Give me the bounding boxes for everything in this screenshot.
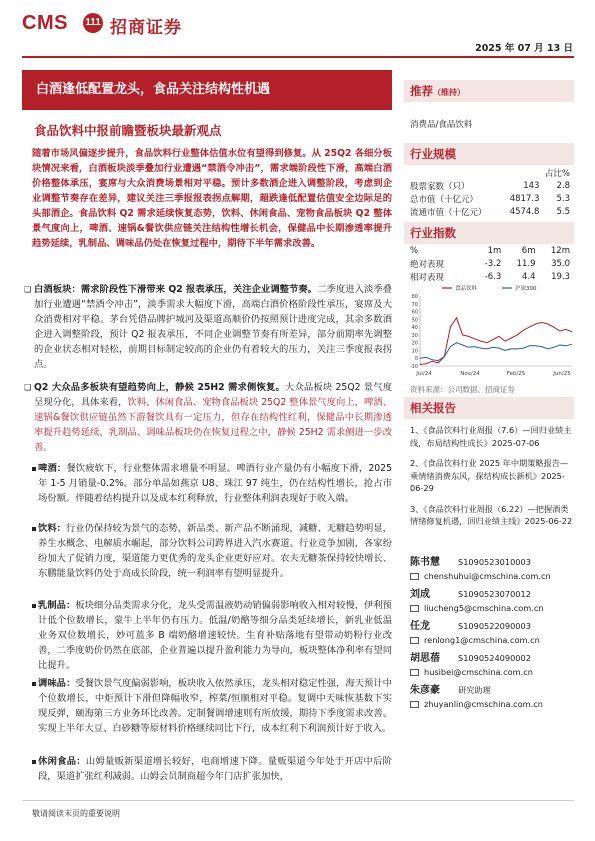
report-date: 2025 年 07 月 13 日 — [475, 43, 573, 54]
table-cell: 4817.3 — [509, 193, 540, 204]
logo-chinese: 招商证券 — [110, 18, 182, 38]
scale-unit: 占比% — [544, 168, 570, 179]
table-cell: 2.8 — [556, 180, 570, 191]
y-tick-label: 30 — [411, 332, 418, 339]
author-email[interactable]: husibei@cmschina.com.cn — [424, 667, 533, 677]
author-block — [410, 683, 575, 711]
sub-snack-body: 山姆量贩新渠道增长较好，电商增速下降。量贩渠道今年处于开店中后阶段，渠道扩张红利减弱。山姆会员制商超今年门店扩张加快， — [38, 756, 392, 782]
author-email[interactable]: chenshuhui@cmschina.com.cn — [424, 571, 551, 581]
sub-dairy-head: 乳制品： — [38, 600, 76, 611]
author-id: S1090523070012 — [458, 589, 531, 599]
author-name: 胡思蓓 — [410, 653, 440, 664]
table-row — [410, 192, 570, 205]
section-baijiu — [24, 282, 392, 372]
table-cell: 绝对表现 — [410, 259, 445, 270]
table-cell: 4.4 — [521, 271, 536, 282]
table-cell: 相对表现 — [410, 272, 445, 283]
y-tick-label: 40 — [411, 325, 418, 332]
logo-mark-icon: 111 — [83, 13, 103, 33]
mail-icon — [410, 637, 419, 644]
table-cell: 5.5 — [556, 206, 570, 217]
sub-condiment-body: 受餐饮景气度偏弱影响，板块收入依然承压，龙头相对稳定性强，海天预计中个位数增长，中炬预计下滑但降幅收窄，榨菜/恒顺相对平稳。复调中天味恢基数下实现反弹，颐海第三方业务环比改善。定制餐调增速则有所放缓，期待下季度需求改善。实现上半年大豆、白砂糖等原材料价格继续同比下行，成本红利下利润预计好于收入。 — [38, 678, 392, 734]
sub-bullet-icon — [32, 760, 36, 764]
table-cell: 5.3 — [556, 193, 570, 204]
legend-label: 食品饮料 — [455, 286, 478, 292]
table-row — [410, 179, 570, 192]
sub-beverage-body: 行业仍保持较为景气的态势，新品类、新产品不断涌现，减糖、无糖趋势明显，养生水概念、电解质水崛起，部分饮料公司跨界进入汽水赛道。行业竞争加剧，各家纷纷加大了促销力度，渠道能力更优秀的龙头企业更好应对。农夫无糖茶保持较快增长、东鹏能量饮料仍处于高成长阶段，统一利润率有望明显提升。 — [38, 523, 392, 579]
sub-condiment — [38, 676, 392, 736]
y-tick-label: 0 — [414, 356, 418, 363]
index-head: 行业指数 — [404, 222, 574, 244]
author-id: 研究助理 — [458, 685, 491, 695]
sub-beer-head: 啤酒： — [38, 463, 67, 474]
index-chart — [402, 282, 577, 382]
authors — [410, 555, 575, 711]
y-tick-label: 60 — [411, 309, 418, 316]
footer-note: 敬请阅读末页的重要说明 — [32, 809, 120, 818]
table-header: 12m — [550, 245, 570, 256]
table-cell: 股票家数（只） — [410, 181, 470, 192]
legend-label: 沪深300 — [515, 286, 537, 292]
footer-rule — [22, 800, 574, 801]
table-row — [410, 205, 570, 218]
author-name: 任龙 — [410, 621, 430, 632]
table-cell: -6.3 — [484, 271, 502, 282]
author-email[interactable]: renlong1@cmschina.com.cn — [424, 635, 540, 645]
mail-icon — [410, 701, 419, 708]
table-header: 1m — [487, 245, 502, 256]
author-block — [410, 619, 575, 647]
rating-box — [404, 80, 574, 102]
chart-source: 资料来源：公司数据、招商证券 — [410, 385, 515, 394]
author-block — [410, 651, 575, 679]
sub-bullet-icon — [32, 527, 36, 531]
section-q2-head: Q2 大众品多板块有望趋势向上，静候 25H2 需求侧恢复。 — [34, 382, 285, 393]
table-cell: 4574.8 — [509, 206, 540, 217]
table-header: % — [410, 245, 419, 256]
author-block — [410, 555, 575, 583]
related-report-item[interactable]: 1、《食品饮料行业周报（7.6）—回归业绩主线，布局结构性成长》2025-07-06 — [410, 425, 572, 448]
author-block — [410, 587, 575, 615]
y-tick-label: 10 — [411, 348, 418, 355]
sub-beverage — [38, 521, 392, 581]
mail-icon — [410, 605, 419, 612]
y-tick-label: 80 — [411, 294, 418, 300]
report-subtitle: 食品饮料中报前瞻暨板块最新观点 — [34, 123, 222, 138]
sub-bullet-icon — [32, 467, 36, 471]
x-tick-label: Feb/25 — [506, 371, 526, 377]
logo-cms: CMS — [22, 12, 68, 34]
related-reports — [410, 424, 575, 536]
author-id: S1090524090002 — [458, 653, 531, 663]
rating-label: 推荐 — [410, 84, 433, 98]
sub-dairy-body: 板块细分品类需求分化，龙头受需温液奶动销偏弱影响收入相对较慢，伊利预计低个位数增长，蒙牛上半年仍有压力。低温/奶酪等细分品类延续增长，新乳业低温业务双位数增长，妙可蓝多 B 端奶酪增速较快。生育补贴落地有望带动奶粉行业改善，二季度奶价仍然在底部，企业普遍以提升盈利能力为导向，板块整体净利率有望同比提升。 — [38, 600, 392, 671]
sub-bullet-icon — [32, 682, 36, 686]
section-baijiu-head: 白酒板块：需求阶段性下滑带来 Q2 报表承压，关注企业调整节奏。 — [34, 284, 318, 295]
rating-note: （维持） — [433, 88, 465, 97]
table-cell: 19.3 — [551, 271, 570, 282]
table-cell: 35.0 — [551, 258, 570, 269]
x-tick-label: Nov/24 — [460, 371, 480, 377]
scale-table — [410, 166, 570, 218]
author-email[interactable]: zhuyanlin@cmschina.com.cn — [424, 699, 543, 709]
table-cell: 总市值（十亿元） — [410, 194, 479, 205]
sub-bullet-icon — [32, 604, 36, 608]
related-report-item[interactable]: 2、《食品饮料行业 2025 年中期策略报告—乘情绪消费东风，探结构成长新机》2025-06-29 — [410, 458, 569, 493]
lead-paragraph: 随着市场风偏逐步提升，食品饮料行业整体估值水位有望得到修复。从 25Q2 各细分板块情况来看，白酒板块淡季叠加行业遭遇“禁酒令冲击”，需求端阶段性下滑，高端白酒价格整体承压，宴席与大众消费场景相对平稳。预计多数酒企进入调整阶段，考虑到企业调整节奏存在差异，建议关注三季报报表拐点解期，超跌逢低配置估值安全边际足的头部酒企。食品饮料 Q2 需求延续恢复态势，饮料、休闲食品、宠物食品板块 Q2 整体景气度向上，啤酒、速锅&餐饮供应链关注结构性增长机会，保健品中长期渗透率提升趋势延续，乳制品、调味品仍处在恢复过程中，期待下半年需求改善。 — [32, 148, 392, 249]
table-cell: -3.2 — [484, 258, 502, 269]
index-table — [410, 244, 570, 283]
sub-snack — [38, 754, 392, 784]
y-tick-label: 70 — [411, 301, 418, 308]
section-q2 — [24, 380, 392, 455]
x-tick-label: Jun/25 — [553, 371, 571, 377]
section-q2-pre: 大众品板块 25Q2 景气度呈现分化，具体来看， — [34, 382, 392, 408]
y-tick-label: -10 — [409, 364, 418, 370]
section-q2-highlight: 饮料、休闲食品、宠物食品板块 25Q2 整体景气度向上，啤酒、速锅&餐饮供应链虽然下游餐饮具有一定压力，但存在结构性红利，保健品中长期渗透率提升趋势延续，乳制品、调味品板块仍在恢复过程之中，静候 25H2 需求侧进一步改善。 — [34, 397, 392, 453]
table-header-row — [410, 244, 570, 257]
sub-beer — [38, 461, 392, 506]
table-cell: 流通市值（十亿元） — [410, 207, 487, 218]
author-name: 朱彦豪 — [410, 685, 440, 696]
author-email[interactable]: liucheng5@cmschina.com.cn — [424, 603, 544, 613]
author-id: S1090522090003 — [458, 621, 531, 631]
bullet-icon: ❑ — [24, 383, 32, 392]
mail-icon — [410, 669, 419, 676]
author-id: S1090523010003 — [458, 557, 531, 567]
sub-snack-head: 休闲食品： — [38, 756, 86, 767]
table-header: 6m — [521, 245, 536, 256]
y-tick-label: 20 — [411, 340, 418, 347]
scale-head: 行业规模 — [404, 143, 574, 165]
sub-beverage-head: 饮料： — [38, 523, 66, 534]
related-head: 相关报告 — [404, 397, 574, 419]
sub-dairy — [38, 598, 392, 673]
author-name: 刘成 — [410, 589, 430, 600]
sector-label: 消费品/食品饮料 — [410, 120, 473, 130]
table-cell: 143 — [523, 180, 540, 191]
x-tick-label: Jul/24 — [416, 371, 432, 377]
author-name: 陈书慧 — [410, 557, 440, 568]
table-cell: 11.9 — [516, 258, 536, 269]
title-banner: 白酒逢低配置龙头，食品关注结构性机遇 — [22, 70, 392, 110]
table-row — [410, 257, 570, 270]
header-rule — [22, 56, 574, 58]
series-line-hs300 — [420, 343, 572, 361]
related-report-item[interactable]: 3、《食品饮料行业周报（6.22）—把握酒类情绪修复机遇，回归业绩主线》2025-06-22 — [410, 503, 573, 526]
sub-beer-body: 餐饮疲软下，行业整体需求增量不明显。啤酒行业产量仍有小幅度下滑，2025 年 1-5 月销量-0.2%。部分单品如燕京 U8、珠江 97 纯生，仍在结构性增长，抢占市场份额。伴随着结构提升以及成本红利释放，行业整体利润表现好于收入端。 — [38, 463, 392, 504]
section-baijiu-body: 二季度进入淡季叠加行业遭遇“禁酒令冲击”，淡季需求大幅度下滑，高端白酒价格阶段性承压，宴席及大众消费相对平稳。茅台凭借品牌护城河及渠道高顺价仍按照预计进度完成，其余多数酒企进入调整阶段，预计 Q2 报表承压，不同企业调整节奏有所差异，部分前期率先调整的企业状态相对轻松，前期目标制定较高的企业仍有着较大的压力，关注三季度报表拐点。 — [34, 284, 392, 370]
mail-icon — [410, 573, 419, 580]
sub-condiment-head: 调味品： — [38, 678, 76, 689]
y-tick-label: 50 — [411, 317, 418, 324]
bullet-icon: ❑ — [24, 285, 32, 294]
